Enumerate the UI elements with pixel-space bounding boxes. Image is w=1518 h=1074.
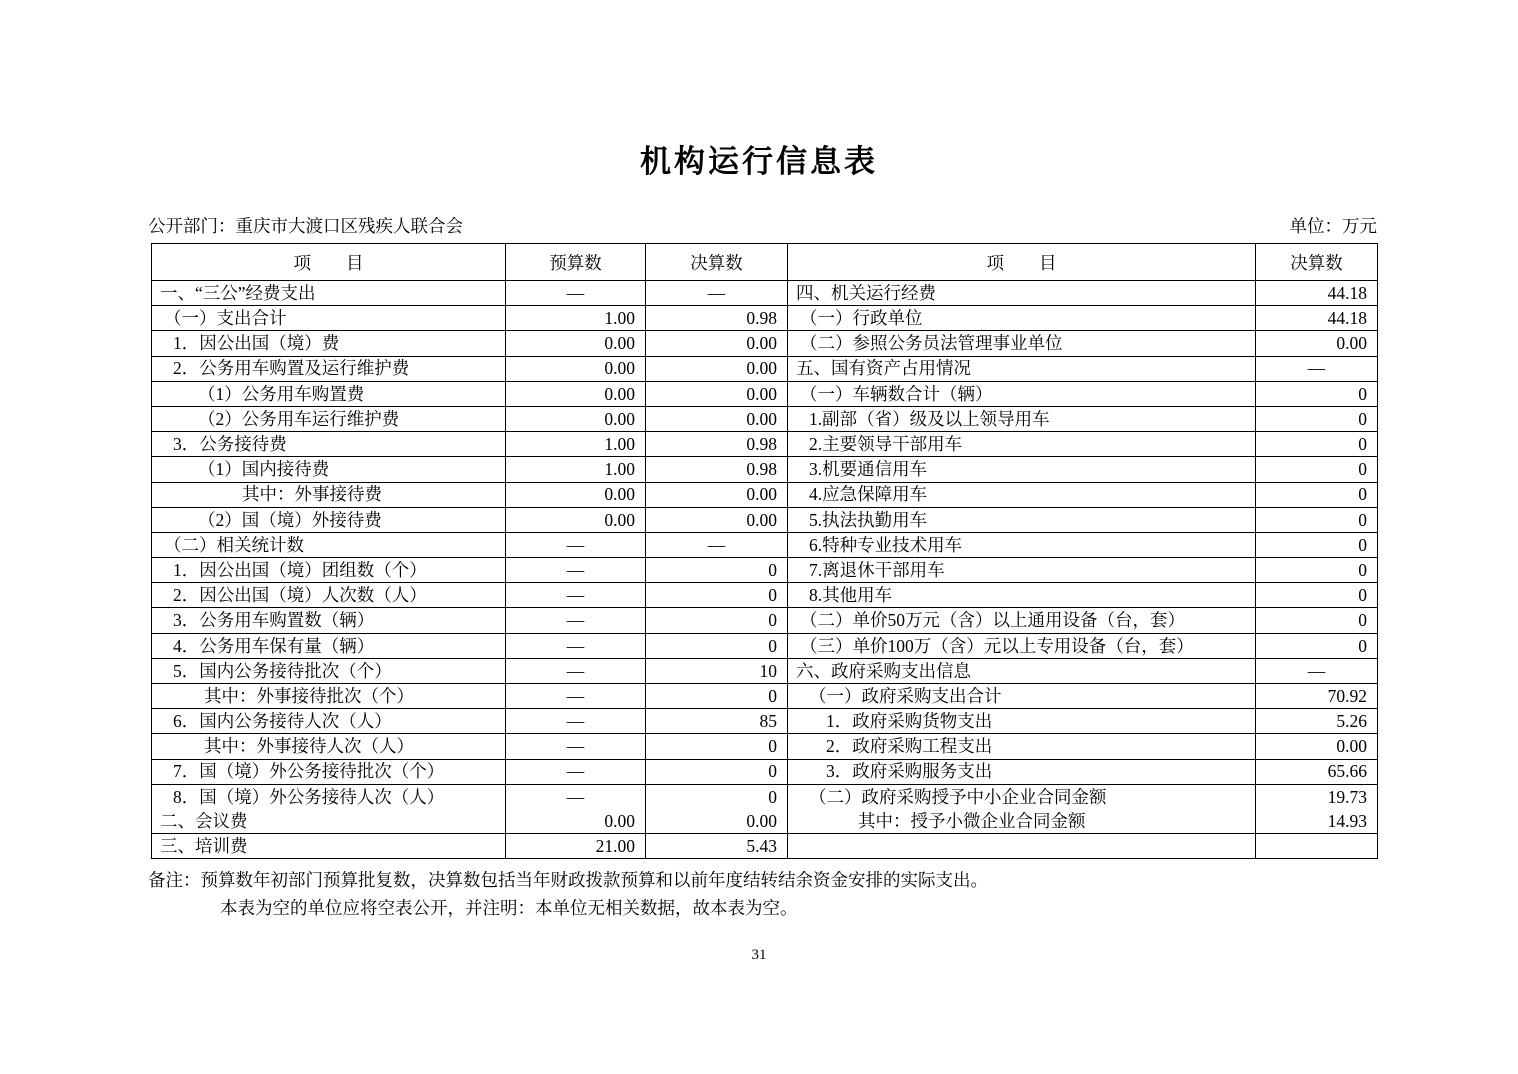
budget-value-cell: 0.00	[506, 406, 646, 431]
final-left-value-cell: 10	[646, 658, 788, 683]
item-left-cell: 2．公务用车购置及运行维护费	[152, 356, 506, 381]
item-left-cell: 其中：外事接待人次（人）	[152, 734, 506, 759]
final-right-value-cell	[1256, 834, 1378, 859]
item-left-cell: 其中：外事接待费	[152, 482, 506, 507]
item-right-cell: （一）行政单位	[788, 306, 1256, 331]
note-line-2: 本表为空的单位应将空表公开，并注明：本单位无相关数据，故本表为空。	[220, 898, 798, 918]
final-right-value-cell: 5.26	[1256, 709, 1378, 734]
final-left-value-cell: 0.00	[646, 356, 788, 381]
final-right-value-cell: 65.66	[1256, 759, 1378, 784]
item-right-cell	[788, 834, 1256, 859]
item-left-cell: （二）相关统计数	[152, 532, 506, 557]
table-body	[152, 281, 1378, 859]
item-right-cell: （一）车辆数合计（辆）	[788, 381, 1256, 406]
final-right-value-cell: 0	[1256, 406, 1378, 431]
final-right-value-cell: 0	[1256, 482, 1378, 507]
final-right-value-cell: 0	[1256, 381, 1378, 406]
final-left-value-cell: 85	[646, 709, 788, 734]
final-right-value-cell: 0	[1256, 532, 1378, 557]
final-right-value-cell: 44.18	[1256, 306, 1378, 331]
item-right-cell: （二）政府采购授予中小企业合同金额	[788, 784, 1256, 809]
final-left-value-cell: 0.00	[646, 331, 788, 356]
item-left-cell: （一）支出合计	[152, 306, 506, 331]
final-left-value-cell: 0	[646, 759, 788, 784]
table-row	[152, 759, 1378, 784]
budget-value-cell: —	[506, 633, 646, 658]
header-final-right: 决算数	[1256, 244, 1378, 281]
final-right-value-cell: 0	[1256, 457, 1378, 482]
final-right-value-cell: 0	[1256, 633, 1378, 658]
department-label: 公开部门：重庆市大渡口区残疾人联合会	[148, 216, 463, 236]
budget-value-cell: 1.00	[506, 432, 646, 457]
table-row	[152, 281, 1378, 306]
final-left-value-cell: 0	[646, 633, 788, 658]
header-item-left: 项 目	[152, 244, 506, 281]
final-left-value-cell: 0	[646, 784, 788, 809]
table-wrap	[151, 243, 1378, 859]
item-right-cell: 4.应急保障用车	[788, 482, 1256, 507]
final-left-value-cell: 0.00	[646, 482, 788, 507]
item-right-cell: 六、政府采购支出信息	[788, 658, 1256, 683]
final-left-value-cell: 0.98	[646, 306, 788, 331]
item-left-cell: 3．公务接待费	[152, 432, 506, 457]
budget-value-cell: —	[506, 558, 646, 583]
budget-value-cell: —	[506, 608, 646, 633]
header-final-left: 决算数	[646, 244, 788, 281]
final-left-value-cell: 0	[646, 583, 788, 608]
table-row	[152, 558, 1378, 583]
table-row	[152, 608, 1378, 633]
notes	[148, 866, 1328, 922]
item-right-cell: 四、机关运行经费	[788, 281, 1256, 306]
final-left-value-cell: 0.00	[646, 507, 788, 532]
item-left-cell: （1）国内接待费	[152, 457, 506, 482]
budget-value-cell: —	[506, 759, 646, 784]
header-item-right: 项 目	[788, 244, 1256, 281]
budget-value-cell: —	[506, 709, 646, 734]
item-left-cell: （1）公务用车购置费	[152, 381, 506, 406]
final-left-value-cell: 0	[646, 608, 788, 633]
page-number: 31	[751, 947, 767, 963]
item-left-cell: 其中：外事接待批次（个）	[152, 684, 506, 709]
budget-value-cell: 0.00	[506, 331, 646, 356]
item-left-cell: 7．国（境）外公务接待批次（个）	[152, 759, 506, 784]
item-left-cell: 1．因公出国（境）费	[152, 331, 506, 356]
final-right-value-cell: 70.92	[1256, 684, 1378, 709]
budget-value-cell: —	[506, 684, 646, 709]
item-right-cell: 3．政府采购服务支出	[788, 759, 1256, 784]
note-line-1: 备注：预算数年初部门预算批复数，决算数包括当年财政拨款预算和以前年度结转结余资金安排的实际支出。	[148, 870, 988, 890]
final-left-value-cell: 5.43	[646, 834, 788, 859]
final-right-value-cell: 0	[1256, 558, 1378, 583]
final-left-value-cell: 0	[646, 684, 788, 709]
item-left-cell: 3．公务用车购置数（辆）	[152, 608, 506, 633]
final-right-value-cell: 14.93	[1256, 809, 1378, 834]
item-left-cell: （2）国（境）外接待费	[152, 507, 506, 532]
budget-value-cell: —	[506, 658, 646, 683]
operations-table	[151, 243, 1378, 859]
item-right-cell: 2．政府采购工程支出	[788, 734, 1256, 759]
item-left-cell: （2）公务用车运行维护费	[152, 406, 506, 431]
item-left-cell: 5．国内公务接待批次（个）	[152, 658, 506, 683]
item-right-cell: 5.执法执勤用车	[788, 507, 1256, 532]
budget-value-cell: —	[506, 734, 646, 759]
table-row	[152, 406, 1378, 431]
final-left-value-cell: 0	[646, 734, 788, 759]
budget-value-cell: 0.00	[506, 356, 646, 381]
table-row	[152, 583, 1378, 608]
header-budget: 预算数	[506, 244, 646, 281]
item-right-cell: （二）单价50万元（含）以上通用设备（台，套）	[788, 608, 1256, 633]
table-row	[152, 507, 1378, 532]
item-right-cell: 其中：授予小微企业合同金额	[788, 809, 1256, 834]
final-right-value-cell: 0.00	[1256, 734, 1378, 759]
item-left-cell: 一、“三公”经费支出	[152, 281, 506, 306]
item-left-cell: 三、培训费	[152, 834, 506, 859]
budget-value-cell: —	[506, 532, 646, 557]
final-right-value-cell: 0	[1256, 432, 1378, 457]
final-right-value-cell: —	[1256, 356, 1378, 381]
table-row	[152, 784, 1378, 809]
final-right-value-cell: 0	[1256, 507, 1378, 532]
budget-value-cell: 1.00	[506, 457, 646, 482]
table-row	[152, 306, 1378, 331]
table-row	[152, 356, 1378, 381]
item-right-cell: 7.离退休干部用车	[788, 558, 1256, 583]
table-row	[152, 658, 1378, 683]
budget-value-cell: 0.00	[506, 809, 646, 834]
item-right-cell: 3.机要通信用车	[788, 457, 1256, 482]
item-left-cell: 1．因公出国（境）团组数（个）	[152, 558, 506, 583]
table-row	[152, 633, 1378, 658]
budget-value-cell: 21.00	[506, 834, 646, 859]
meta-row	[148, 213, 1377, 238]
final-left-value-cell: 0.00	[646, 809, 788, 834]
item-right-cell: 2.主要领导干部用车	[788, 432, 1256, 457]
item-left-cell: 2．因公出国（境）人次数（人）	[152, 583, 506, 608]
table-row	[152, 834, 1378, 859]
final-right-value-cell: 19.73	[1256, 784, 1378, 809]
final-right-value-cell: 0	[1256, 583, 1378, 608]
budget-value-cell: 0.00	[506, 507, 646, 532]
final-left-value-cell: 0	[646, 558, 788, 583]
table-row	[152, 684, 1378, 709]
item-right-cell: 1．政府采购货物支出	[788, 709, 1256, 734]
budget-value-cell: 0.00	[506, 482, 646, 507]
item-left-cell: 8．国（境）外公务接待人次（人）	[152, 784, 506, 809]
final-left-value-cell: 0.98	[646, 457, 788, 482]
item-right-cell: 6.特种专业技术用车	[788, 532, 1256, 557]
item-right-cell: （一）政府采购支出合计	[788, 684, 1256, 709]
item-right-cell: 8.其他用车	[788, 583, 1256, 608]
final-left-value-cell: 0.98	[646, 432, 788, 457]
budget-value-cell: —	[506, 281, 646, 306]
final-left-value-cell: 0.00	[646, 406, 788, 431]
final-right-value-cell: —	[1256, 658, 1378, 683]
table-header-row	[152, 244, 1378, 281]
final-right-value-cell: 44.18	[1256, 281, 1378, 306]
item-right-cell: 1.副部（省）级及以上领导用车	[788, 406, 1256, 431]
table-row	[152, 482, 1378, 507]
table-row	[152, 457, 1378, 482]
final-left-value-cell: —	[646, 532, 788, 557]
budget-value-cell: —	[506, 583, 646, 608]
table-row	[152, 809, 1378, 834]
item-right-cell: （二）参照公务员法管理事业单位	[788, 331, 1256, 356]
item-right-cell: 五、国有资产占用情况	[788, 356, 1256, 381]
page-title: 机构运行信息表	[640, 144, 878, 179]
table-row	[152, 381, 1378, 406]
table-row	[152, 734, 1378, 759]
table-row	[152, 432, 1378, 457]
final-left-value-cell: —	[646, 281, 788, 306]
item-left-cell: 4．公务用车保有量（辆）	[152, 633, 506, 658]
item-left-cell: 6．国内公务接待人次（人）	[152, 709, 506, 734]
final-left-value-cell: 0.00	[646, 381, 788, 406]
item-right-cell: （三）单价100万（含）元以上专用设备（台，套）	[788, 633, 1256, 658]
table-row	[152, 532, 1378, 557]
table-row	[152, 709, 1378, 734]
final-right-value-cell: 0.00	[1256, 331, 1378, 356]
budget-value-cell: 0.00	[506, 381, 646, 406]
budget-value-cell: —	[506, 784, 646, 809]
table-row	[152, 331, 1378, 356]
budget-value-cell: 1.00	[506, 306, 646, 331]
item-left-cell: 二、会议费	[152, 809, 506, 834]
unit-label: 单位：万元	[1289, 216, 1377, 236]
final-right-value-cell: 0	[1256, 608, 1378, 633]
